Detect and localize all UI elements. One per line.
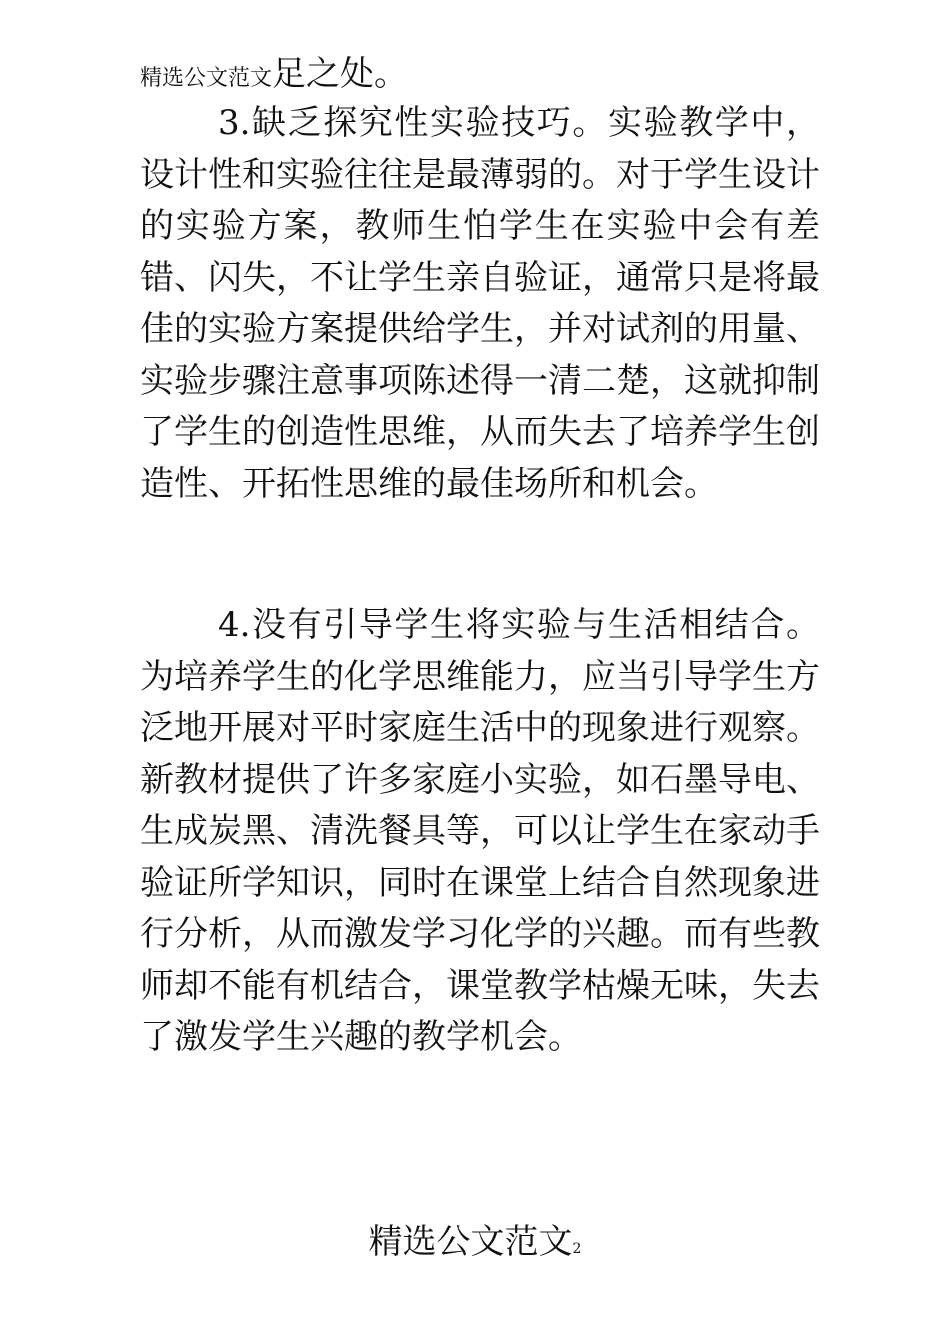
header-label: 精选公文范文 [140, 66, 273, 91]
page-number: 2 [572, 1241, 582, 1257]
header-line [140, 54, 408, 100]
page-footer [0, 1214, 950, 1263]
paragraph-4: 4.没有引导学生将实验与生活相结合。为培养学生的化学思维能力，应当引导学生方泛地开展对平时家庭生活中的现象进行观察。新教材提供了许多家庭小实验，如石墨导电、生成炭黑、清洗餐具等，可以让学生在家动手验证所学知识，同时在课堂上结合自然现象进行分析，从而激发学习化学的兴趣。而有些教师却不能有机结合，课堂教学枯燥无味，失去了激发学生兴趣的教学机会。 [140, 605, 820, 1057]
footer-label: 精选公文范文 [368, 1222, 573, 1262]
paragraph-continuation: 足之处。 [272, 54, 409, 94]
paragraph-3: 3.缺乏探究性实验技巧。实验教学中，设计性和实验往往是最薄弱的。对于学生设计的实验方案，教师生怕学生在实验中会有差错、闪失，不让学生亲自验证，通常只是将最佳的实验方案提供给学生，并对试剂的用量、实验步骤注意事项陈述得一清二楚，这就抑制了学生的创造性思维，从而失去了培养学生创造性、开拓性思维的最佳场所和机会。 [140, 103, 820, 504]
